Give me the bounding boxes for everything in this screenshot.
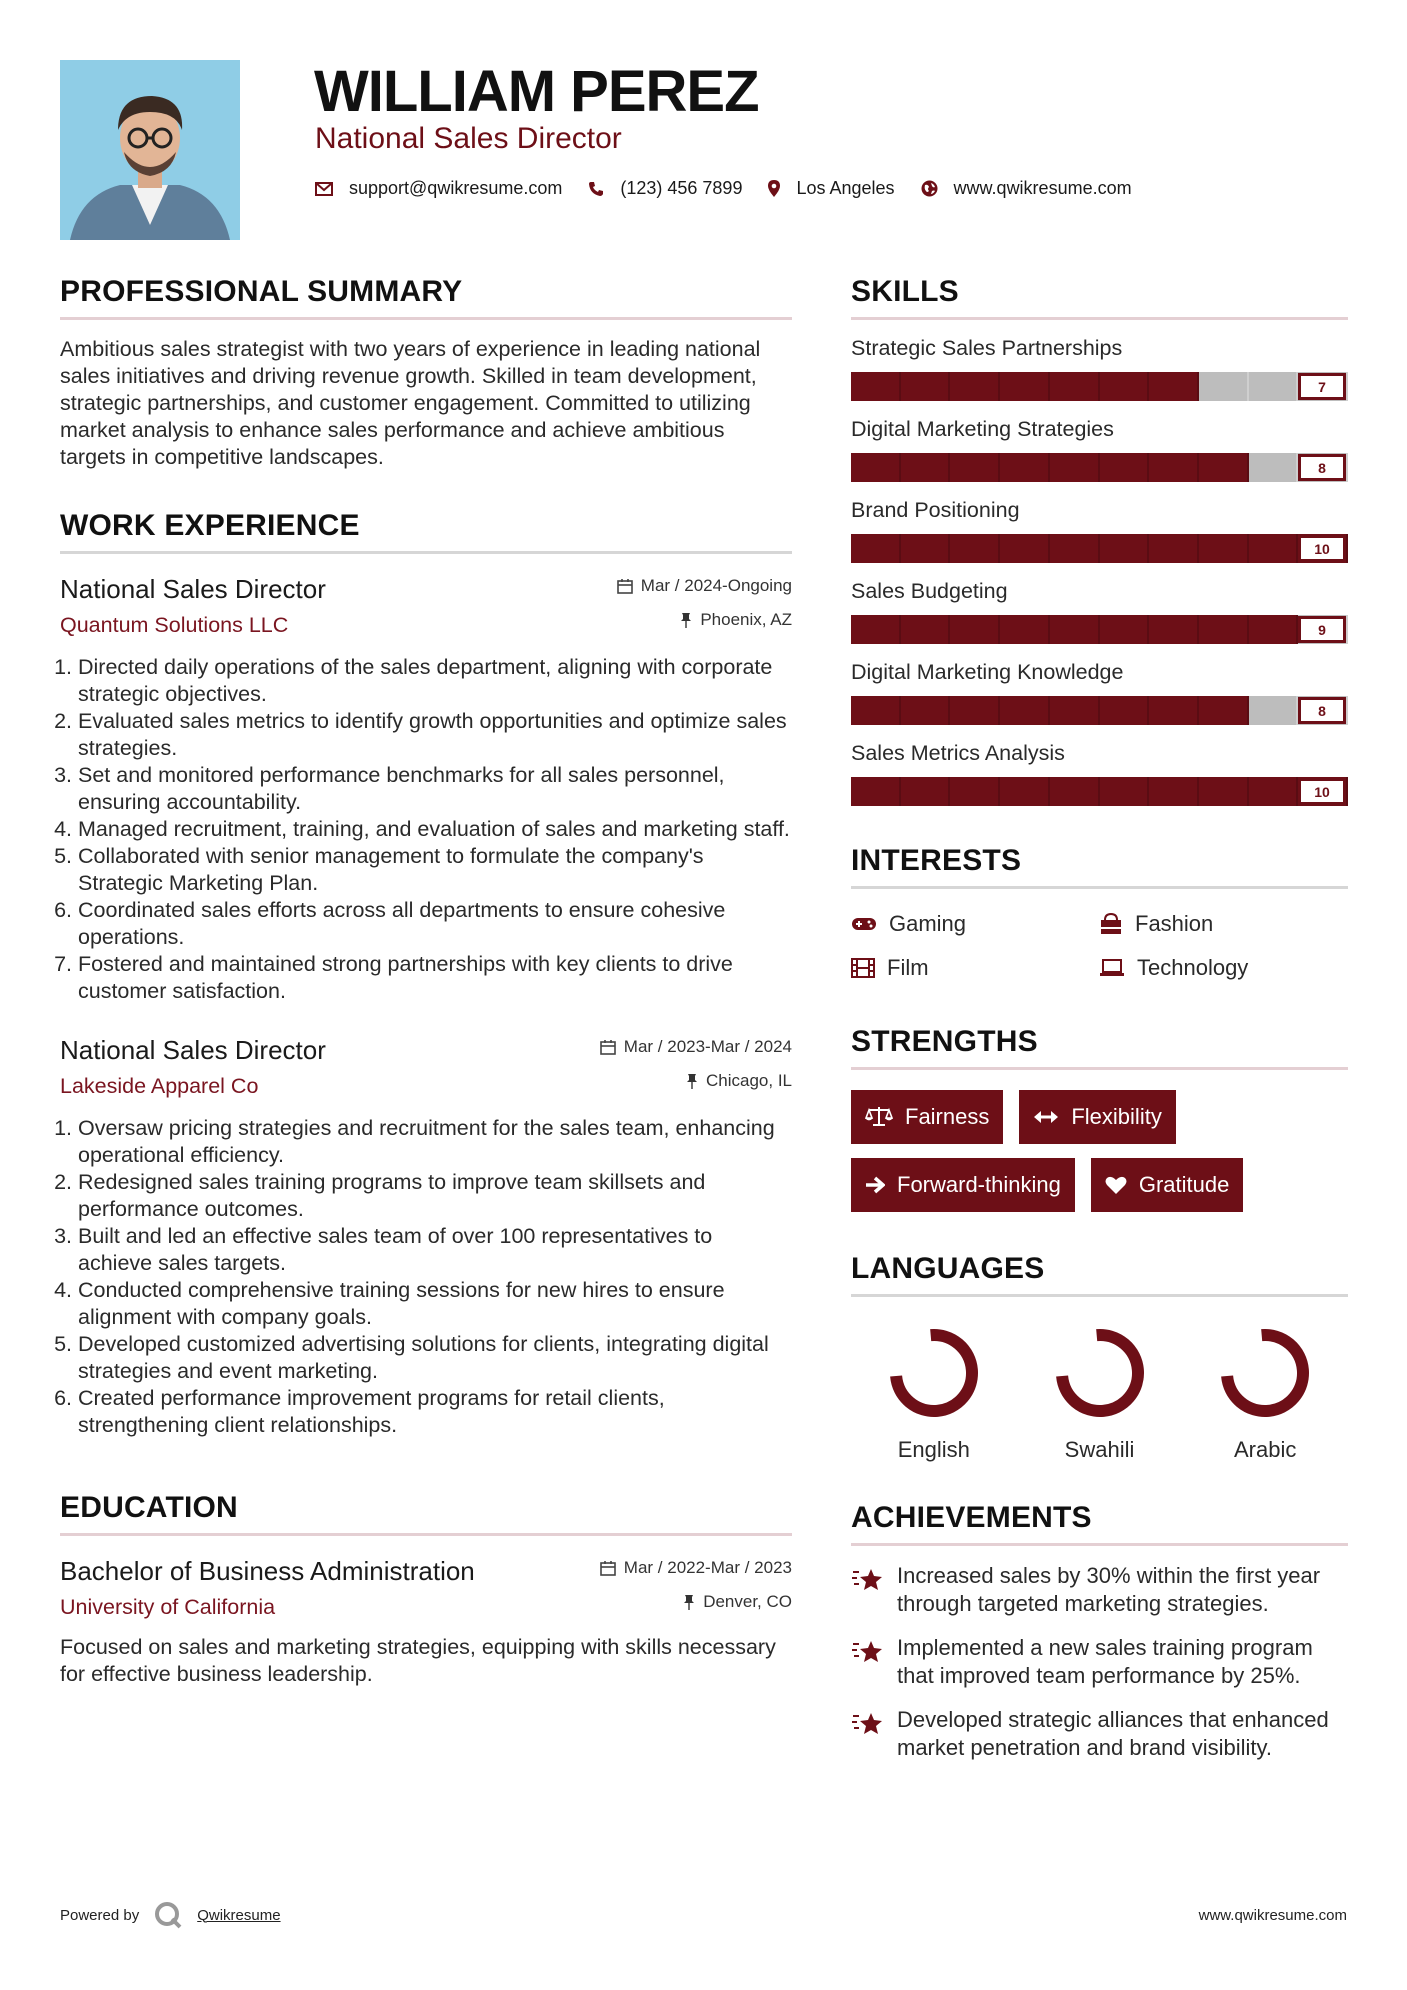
skill-segment-filled <box>1199 534 1249 563</box>
education-location: Denver, CO <box>703 1592 792 1611</box>
skill-segment-filled <box>1100 777 1150 806</box>
skill-segment-filled <box>901 372 951 401</box>
left-column <box>60 275 792 1688</box>
skill-segment-filled <box>1100 534 1150 563</box>
skill-segment-filled <box>1000 534 1050 563</box>
job-title: National Sales Director <box>60 1035 326 1065</box>
interest-label: Technology <box>1137 955 1249 980</box>
arrows-horizontal-icon <box>1033 1110 1059 1124</box>
job-title: National Sales Director <box>60 574 326 604</box>
school-name: University of California <box>60 1595 276 1619</box>
job-company: Lakeside Apparel Co <box>60 1074 259 1098</box>
job-bullet: 1. Directed daily operations of the sales department, aligning with corporate strategic objectives. <box>78 654 792 708</box>
calendar-icon <box>600 1560 616 1576</box>
skill-segment-filled <box>851 372 901 401</box>
language-level-arc <box>893 1332 975 1414</box>
achievements-heading: ACHIEVEMENTS <box>851 1501 1348 1546</box>
skill-segment-filled <box>1000 777 1050 806</box>
candidate-name: WILLIAM PEREZ <box>314 59 759 124</box>
brand-link[interactable]: Qwikresume <box>197 1906 281 1924</box>
skill-segment-filled <box>1149 534 1199 563</box>
skill-segment-filled <box>1050 777 1100 806</box>
skill-name: Digital Marketing Strategies <box>851 417 1114 441</box>
shopping-bag-icon <box>1099 913 1123 935</box>
language-level-arc <box>1058 1332 1140 1414</box>
interest-item <box>851 955 1099 981</box>
language-name: Swahili <box>1064 1437 1135 1462</box>
skill-segment-filled <box>950 777 1000 806</box>
contact-email-text: support@qwikresume.com <box>349 178 563 198</box>
language-item <box>851 1323 1017 1463</box>
job-bullet: 6. Coordinated sales efforts across all departments to ensure cohesive operations. <box>78 897 792 951</box>
skill-score-badge: 10 <box>1298 535 1346 562</box>
skill-segment-filled <box>901 777 951 806</box>
degree-title: Bachelor of Business Administration <box>60 1556 475 1586</box>
job-bullet: 2. Redesigned sales training programs to improve team skillsets and performance outcomes. <box>78 1169 792 1223</box>
interest-label: Fashion <box>1135 911 1214 936</box>
job-bullet: 2. Evaluated sales metrics to identify growth opportunities and optimize sales strategies. <box>78 708 792 762</box>
experience-heading: WORK EXPERIENCE <box>60 509 792 554</box>
language-level-ring <box>884 1323 984 1423</box>
skill-segment-filled <box>901 696 951 725</box>
skill-item <box>851 336 1348 401</box>
pin-icon <box>686 1073 698 1089</box>
skill-segment-filled <box>1149 777 1199 806</box>
skill-score-badge: 8 <box>1298 697 1346 724</box>
skill-item <box>851 579 1348 644</box>
interest-label: Film <box>887 955 929 980</box>
interests-heading: INTERESTS <box>851 844 1348 889</box>
skill-segment-filled <box>1100 453 1150 482</box>
arrow-right-icon <box>865 1176 885 1194</box>
language-name: English <box>897 1437 970 1462</box>
skill-bar <box>851 615 1348 644</box>
skill-segment-filled <box>851 696 901 725</box>
film-icon <box>851 958 875 978</box>
strength-chip <box>1091 1158 1244 1212</box>
job-bullet: 1. Oversaw pricing strategies and recruitment for the sales team, enhancing operational efficiency. <box>78 1115 792 1169</box>
skill-segment-filled <box>1100 615 1150 644</box>
education-text: Focused on sales and marketing strategies, equipping with skills necessary for effective business leadership. <box>60 1635 776 1686</box>
job-bullet: 4. Conducted comprehensive training sessions for new hires to ensure alignment with company goals. <box>78 1277 792 1331</box>
strength-label: Gratitude <box>1138 1172 1230 1197</box>
strength-chip <box>1019 1090 1175 1144</box>
contact-website[interactable] <box>921 178 1132 199</box>
skill-segment-filled <box>950 534 1000 563</box>
skill-score-badge: 9 <box>1298 616 1346 643</box>
footer-url[interactable]: www.qwikresume.com <box>1198 1906 1347 1924</box>
skill-segment-filled <box>851 453 901 482</box>
skill-segment-filled <box>851 777 901 806</box>
job-entry <box>60 574 792 1005</box>
language-item <box>1182 1323 1348 1463</box>
strengths-list <box>851 1090 1348 1212</box>
achievement-text: Developed strategic alliances that enhanced market penetration and brand visibility. <box>897 1707 1329 1760</box>
skill-segment-filled <box>1249 615 1299 644</box>
footer <box>60 1900 1347 1930</box>
strength-label: Fairness <box>905 1104 990 1129</box>
summary-heading: PROFESSIONAL SUMMARY <box>60 275 792 320</box>
skill-bar <box>851 777 1348 806</box>
skill-bar <box>851 696 1348 725</box>
skill-segment-filled <box>1050 696 1100 725</box>
job-bullet: 5. Developed customized advertising solutions for clients, integrating digital strategies and event marketing. <box>78 1331 792 1385</box>
skill-item <box>851 741 1348 806</box>
skill-segment-filled <box>1249 534 1299 563</box>
job-bullet: 5. Collaborated with senior management to formulate the company's Strategic Marketing Plan. <box>78 843 792 897</box>
strengths-heading: STRENGTHS <box>851 1025 1348 1070</box>
skill-segment-filled <box>950 372 1000 401</box>
skill-segment-filled <box>1000 696 1050 725</box>
skill-segment-filled <box>1199 777 1249 806</box>
interests-list <box>851 911 1348 981</box>
skill-score-badge: 7 <box>1298 373 1346 400</box>
skill-bar <box>851 453 1348 482</box>
strength-chip <box>851 1090 1003 1144</box>
map-marker-icon <box>768 180 780 197</box>
job-dates: Mar / 2023-Mar / 2024 <box>623 1037 792 1056</box>
star-award-icon <box>851 1566 885 1594</box>
contact-location <box>768 178 894 199</box>
job-bullet: 3. Set and monitored performance benchmarks for all sales personnel, ensuring accountability. <box>78 762 792 816</box>
skill-segment-filled <box>1149 453 1199 482</box>
job-location: Chicago, IL <box>706 1071 792 1090</box>
skill-segment-filled <box>1050 615 1100 644</box>
language-level-ring <box>1050 1323 1150 1423</box>
skill-segment-filled <box>1249 777 1299 806</box>
skill-segment-filled <box>1149 615 1199 644</box>
job-dates: Mar / 2024-Ongoing <box>640 576 792 595</box>
job-bullets <box>60 1115 792 1439</box>
strength-chip <box>851 1158 1075 1212</box>
achievement-item <box>851 1706 1348 1762</box>
skill-segment-empty <box>1199 372 1249 401</box>
skill-segment-empty <box>1249 696 1299 725</box>
skill-bar <box>851 534 1348 563</box>
globe-icon <box>921 180 938 197</box>
contact-website-text: www.qwikresume.com <box>953 178 1132 198</box>
languages-list <box>851 1323 1348 1463</box>
interest-item <box>1099 955 1347 981</box>
skill-item <box>851 417 1348 482</box>
job-bullet: 6. Created performance improvement programs for retail clients, strengthening client relationships. <box>78 1385 792 1439</box>
skill-segment-filled <box>1050 534 1100 563</box>
skill-segment-filled <box>1199 615 1249 644</box>
job-entry <box>60 1035 792 1439</box>
summary-text: Ambitious sales strategist with two years of experience in leading national sales initiatives and driving revenue growth. Skilled in team development, strategic partnerships, and customer engagement. Committed to utilizing market analysis to enhance sales performance and achieve ambitious targets in competitive landscapes. <box>60 337 761 469</box>
skill-name: Strategic Sales Partnerships <box>851 336 1123 360</box>
skill-name: Brand Positioning <box>851 498 1020 522</box>
powered-by-label: Powered by <box>60 1906 140 1924</box>
skill-segment-filled <box>1050 453 1100 482</box>
skill-segment-filled <box>950 453 1000 482</box>
skill-segment-filled <box>851 615 901 644</box>
job-bullet: 4. Managed recruitment, training, and evaluation of sales and marketing staff. <box>78 816 792 843</box>
skill-score-badge: 8 <box>1298 454 1346 481</box>
skill-segment-filled <box>1149 372 1199 401</box>
language-item <box>1017 1323 1183 1463</box>
skill-segment-filled <box>950 696 1000 725</box>
skill-segment-filled <box>901 534 951 563</box>
skill-segment-filled <box>1149 696 1199 725</box>
language-name: Arabic <box>1234 1437 1297 1462</box>
interest-label: Gaming <box>889 911 967 936</box>
interest-item <box>851 911 1099 937</box>
skill-item <box>851 660 1348 725</box>
skill-bar <box>851 372 1348 401</box>
pin-icon <box>680 612 692 628</box>
laptop-icon <box>1099 959 1125 977</box>
skills-heading: SKILLS <box>851 275 1348 320</box>
skill-segment-filled <box>1199 696 1249 725</box>
skill-segment-filled <box>851 534 901 563</box>
profile-photo <box>60 60 240 240</box>
skill-segment-filled <box>1100 372 1150 401</box>
education-dates: Mar / 2022-Mar / 2023 <box>623 1558 792 1577</box>
contact-location-text: Los Angeles <box>796 178 895 198</box>
calendar-icon <box>600 1039 616 1055</box>
right-column <box>851 275 1348 1762</box>
gamepad-icon <box>851 916 877 932</box>
job-bullet: 3. Built and led an effective sales team of over 100 representatives to achieve sales targets. <box>78 1223 792 1277</box>
envelope-icon <box>315 182 333 196</box>
skill-name: Sales Metrics Analysis <box>851 741 1065 765</box>
skill-segment-empty <box>1249 453 1299 482</box>
skills-list <box>851 336 1348 806</box>
star-award-icon <box>851 1638 885 1666</box>
skill-segment-filled <box>1199 453 1249 482</box>
skill-score-badge: 10 <box>1298 778 1346 805</box>
powered-by <box>60 1900 281 1930</box>
strength-label: Flexibility <box>1071 1104 1162 1129</box>
job-bullets <box>60 654 792 1005</box>
contact-bar <box>315 178 1158 199</box>
interest-item <box>1099 911 1347 937</box>
skill-segment-filled <box>1050 372 1100 401</box>
achievement-item <box>851 1634 1348 1690</box>
strength-label: Forward-thinking <box>897 1172 1061 1197</box>
achievement-text: Implemented a new sales training program that improved team performance by 25%. <box>897 1635 1313 1688</box>
language-level-arc <box>1224 1332 1306 1414</box>
achievement-text: Increased sales by 30% within the first year through targeted marketing strategies. <box>897 1563 1321 1616</box>
skill-segment-filled <box>901 453 951 482</box>
calendar-icon <box>617 578 633 594</box>
skill-name: Digital Marketing Knowledge <box>851 660 1124 684</box>
balance-scale-icon <box>865 1106 893 1128</box>
job-bullet: 7. Fostered and maintained strong partnerships with key clients to drive customer satisfaction. <box>78 951 792 1005</box>
skill-segment-filled <box>1000 372 1050 401</box>
pin-icon <box>683 1594 695 1610</box>
qwikresume-logo-icon <box>153 1900 183 1930</box>
star-award-icon <box>851 1710 885 1738</box>
skill-segment-filled <box>901 615 951 644</box>
skill-segment-filled <box>1000 615 1050 644</box>
job-location: Phoenix, AZ <box>700 610 792 629</box>
languages-heading: LANGUAGES <box>851 1252 1348 1297</box>
achievements-list <box>851 1562 1348 1762</box>
job-company: Quantum Solutions LLC <box>60 613 289 637</box>
achievement-item <box>851 1562 1348 1618</box>
education-heading: EDUCATION <box>60 1491 792 1536</box>
language-level-ring <box>1215 1323 1315 1423</box>
candidate-role: National Sales Director <box>315 122 622 155</box>
education-entry <box>60 1556 792 1688</box>
skill-segment-empty <box>1249 372 1299 401</box>
contact-phone-text: (123) 456 7899 <box>620 178 743 198</box>
contact-phone[interactable] <box>588 178 742 199</box>
skill-segment-filled <box>950 615 1000 644</box>
contact-email[interactable] <box>315 178 562 199</box>
phone-icon <box>588 181 604 197</box>
skill-item <box>851 498 1348 563</box>
skill-segment-filled <box>1000 453 1050 482</box>
skill-name: Sales Budgeting <box>851 579 1008 603</box>
skill-segment-filled <box>1100 696 1150 725</box>
heart-icon <box>1105 1175 1127 1195</box>
